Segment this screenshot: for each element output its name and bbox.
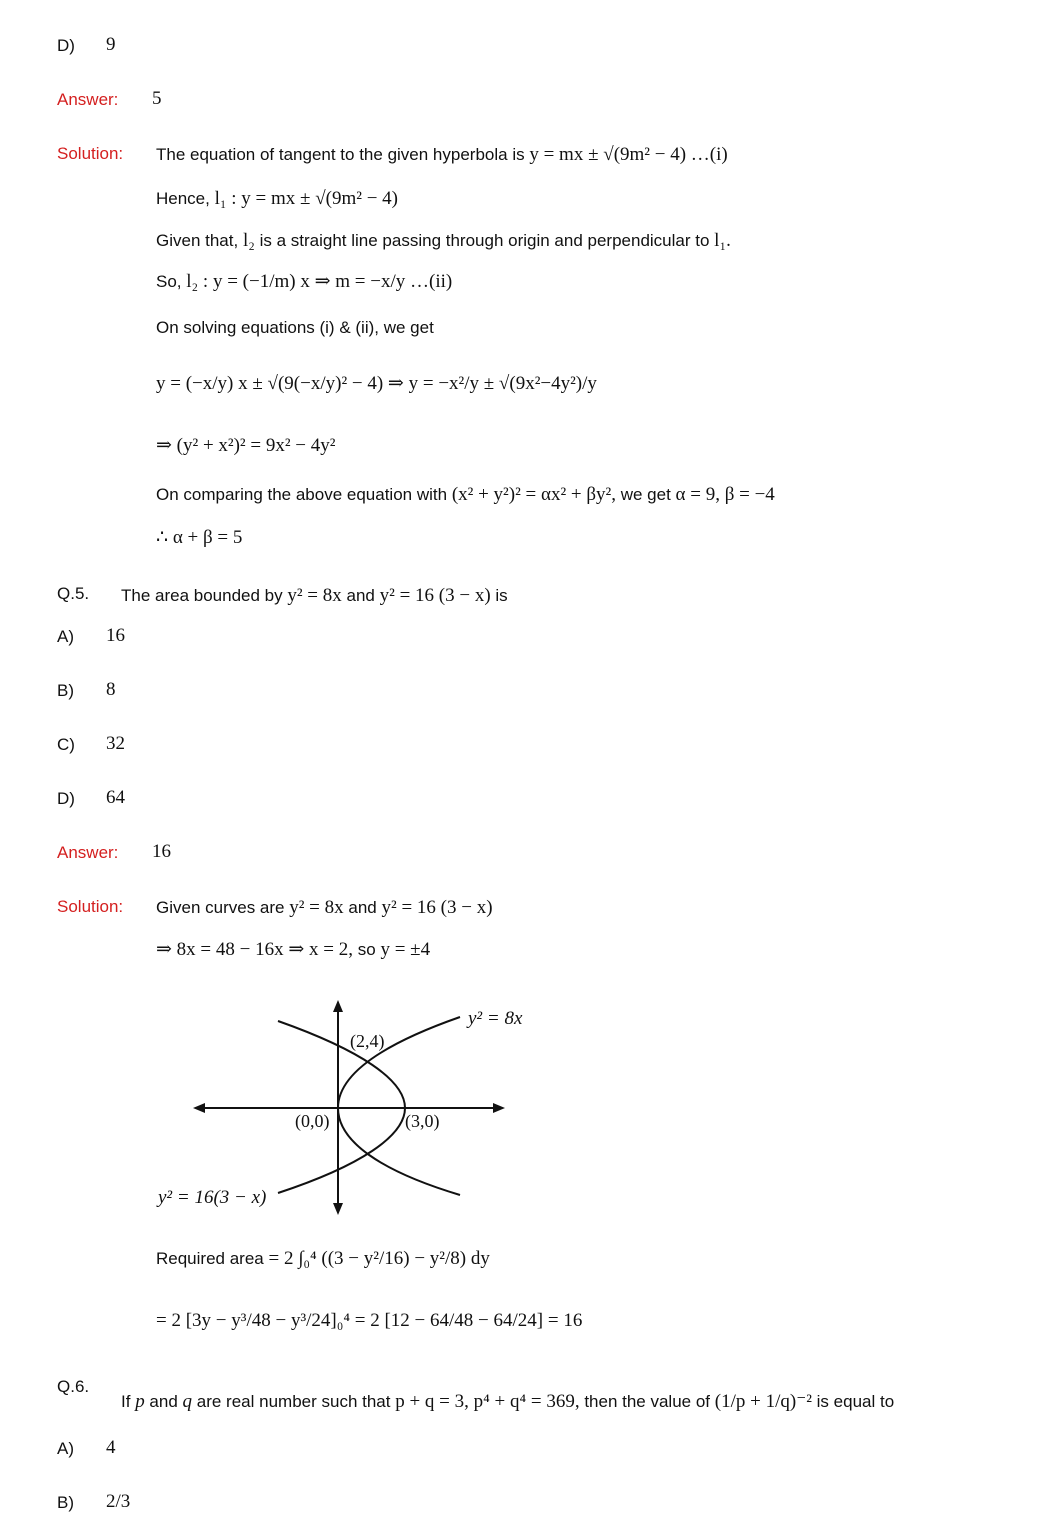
solution-label: Solution:: [57, 897, 124, 916]
question-text-part: The area bounded by: [121, 586, 283, 605]
solution-line-8: [156, 484, 775, 506]
origin-label: (0,0): [295, 1111, 330, 1131]
solution-text: Given curves are: [156, 898, 285, 917]
question-text: [121, 1390, 894, 1413]
point-2-4-label: (2,4): [350, 1031, 385, 1051]
question-text-part: and: [346, 586, 375, 605]
intersection-y: y = ±4: [380, 939, 431, 960]
question-text-part: then the value of: [584, 1392, 711, 1411]
solution-text: and: [348, 898, 377, 917]
solution-text: Required area: [156, 1249, 264, 1268]
curve1-label: y² = 8x: [468, 1008, 523, 1029]
point-3-0-label: (3,0): [405, 1111, 440, 1131]
solution-line-7: ⇒ (y² + x²)² = 9x² − 4y²: [156, 435, 336, 456]
intersection-working: ⇒ 8x = 48 − 16x ⇒ x = 2,: [156, 939, 353, 960]
l2-equation: l₂ : y = (−1/m) x ⇒ m = −x/y …(ii): [186, 271, 453, 292]
tangent-equation: y = mx ± √(9m² − 4) …(i): [529, 144, 728, 165]
alpha-beta-values: α = 9, β = −4: [675, 484, 775, 505]
comparison-equation: (x² + y²)² = αx² + βy²,: [451, 484, 616, 505]
solution-line-6: y = (−x/y) x ± √(9(−x/y)² − 4) ⇒ y = −x²/y ± √(9x²−4y²)/y: [156, 373, 597, 394]
question-text-part: are real number such that: [196, 1392, 391, 1411]
solution-line-2: [156, 938, 430, 961]
solution-line-4: [156, 270, 452, 293]
solution-text: is a straight line passing through origin and perpendicular to: [259, 231, 710, 250]
option-value: 16: [106, 625, 125, 646]
solution-text: we get: [620, 485, 671, 504]
answer-value: 16: [152, 841, 171, 862]
question-text-part: is: [495, 586, 508, 605]
option-value: 64: [106, 787, 125, 808]
curve-equation: y² = 8x: [287, 585, 342, 606]
solution-line-2: [156, 188, 398, 210]
solution-label: Solution:: [57, 144, 124, 163]
option-letter: C): [57, 735, 75, 754]
l2-symbol: l₂: [242, 230, 255, 251]
option-letter: A): [57, 1439, 74, 1458]
question-number: Q.6.: [57, 1377, 90, 1396]
solution-text: The equation of tangent to the given hyperbola is: [156, 145, 525, 164]
solution-text: so: [357, 940, 376, 959]
option-value: 4: [106, 1437, 116, 1458]
condition-equations: p + q = 3, p⁴ + q⁴ = 369,: [395, 1391, 580, 1412]
option-value: 32: [106, 733, 125, 754]
required-area-line: [156, 1248, 490, 1270]
target-expression: (1/p + 1/q)⁻²: [714, 1391, 812, 1412]
question-text-part: is equal to: [816, 1392, 895, 1411]
answer-label: Answer:: [57, 90, 119, 109]
option-letter: D): [57, 36, 75, 55]
option-letter: A): [57, 627, 74, 646]
solution-line-1: [156, 144, 728, 166]
option-letter: B): [57, 681, 74, 700]
area-evaluation: = 2 [3y − y³/48 − y³/24]₀⁴ = 2 [12 − 64/48 − 64/24] = 16: [156, 1310, 583, 1331]
y-axis-up-arrow: [333, 1000, 343, 1012]
l1-symbol: l₁.: [714, 230, 731, 251]
option-letter: B): [57, 1493, 74, 1512]
solution-line-5: [156, 318, 434, 338]
parabola-figure: [150, 990, 550, 1220]
solution-text: Hence,: [156, 189, 210, 208]
question-text-part: and: [149, 1392, 178, 1411]
solution-text: Given that,: [156, 231, 239, 250]
solution-text: So,: [156, 272, 182, 291]
variable-q: q: [182, 1391, 193, 1412]
answer-value: 5: [152, 88, 162, 109]
area-integral: = 2 ∫₀⁴ ((3 − y²/16) − y²/8) dy: [268, 1248, 490, 1269]
x-axis-right-arrow: [493, 1103, 505, 1113]
option-letter: D): [57, 789, 75, 808]
question-number: Q.5.: [57, 584, 90, 603]
solution-text: On comparing the above equation with: [156, 485, 448, 504]
curve-equation: y² = 8x: [289, 897, 344, 918]
y-axis-down-arrow: [333, 1203, 343, 1215]
question-text: [121, 585, 508, 607]
l1-equation: l₁ : y = mx ± √(9m² − 4): [214, 188, 398, 209]
solution-line-1: [156, 897, 493, 919]
solution-line-3: [156, 230, 731, 252]
option-value: 8: [106, 679, 116, 700]
x-axis-left-arrow: [193, 1103, 205, 1113]
option-value: 2/3: [106, 1491, 131, 1512]
curve-equation: y² = 16 (3 − x): [381, 897, 493, 918]
curve2-label: y² = 16(3 − x): [158, 1187, 267, 1208]
option-value: 9: [106, 34, 116, 55]
solution-line-9: ∴ α + β = 5: [156, 527, 243, 548]
question-text-part: If: [121, 1392, 131, 1411]
variable-p: p: [135, 1391, 145, 1412]
solution-text: On solving equations (i) & (ii), we get: [156, 318, 434, 337]
curve-equation: y² = 16 (3 − x): [379, 585, 491, 606]
answer-label: Answer:: [57, 843, 119, 862]
